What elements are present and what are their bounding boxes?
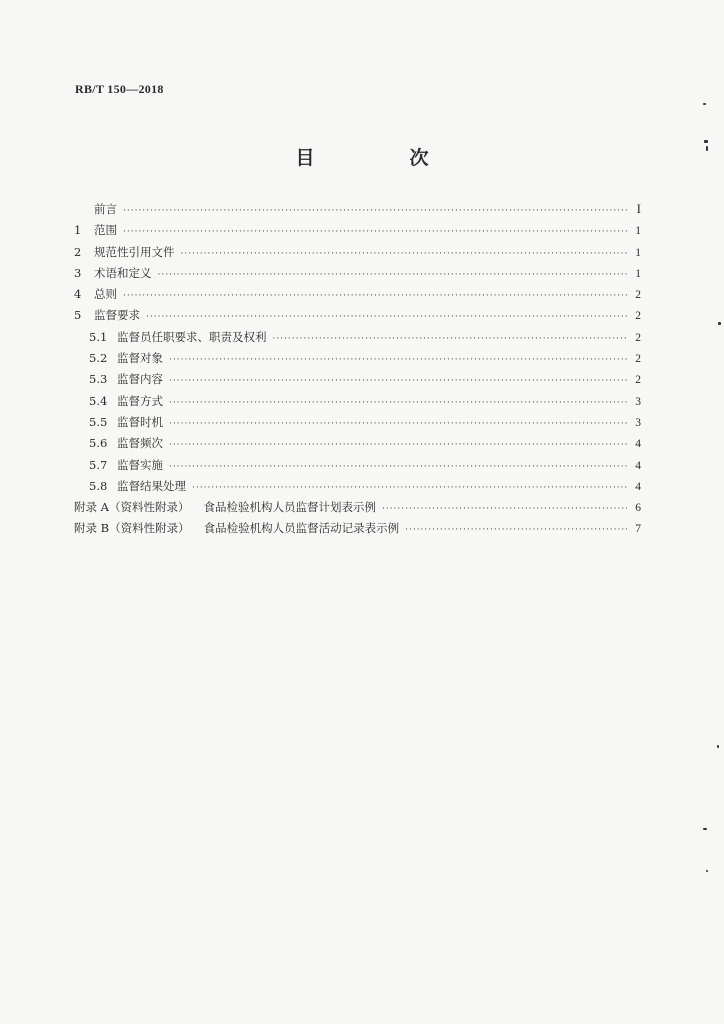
toc-entry <box>74 329 641 350</box>
toc-leader-dots <box>169 376 627 386</box>
toc-entry-title: 监督要求 <box>94 308 140 323</box>
toc-entry-page: 2 <box>635 374 641 387</box>
toc-leader-dots <box>158 270 628 280</box>
toc-entry <box>74 244 641 265</box>
scan-speck <box>706 146 708 151</box>
toc-entry <box>74 265 641 286</box>
toc-entry-number: 5 <box>74 308 82 323</box>
toc-leader-dots <box>123 291 627 301</box>
toc-entry-page: 7 <box>635 523 641 536</box>
toc-entry-page: 2 <box>635 289 641 302</box>
toc-entry <box>74 499 641 520</box>
table-of-contents <box>74 201 641 542</box>
toc-entry-title: 食品检验机构人员监督活动记录表示例 <box>203 521 400 536</box>
toc-entry <box>74 393 641 414</box>
toc-entry-title: 术语和定义 <box>94 265 152 280</box>
toc-leader-dots <box>382 504 627 514</box>
toc-entry <box>74 371 641 392</box>
toc-entry-page: 6 <box>635 502 641 515</box>
toc-entry-title: 范围 <box>94 223 117 238</box>
toc-entry-number: 附录 B（资料性附录） <box>74 521 190 536</box>
toc-entry-page: 4 <box>635 438 641 451</box>
toc-entry-number: 3 <box>74 265 82 280</box>
toc-entry <box>74 201 641 222</box>
toc-entry-number: 5.3 <box>89 372 108 387</box>
toc-leader-dots <box>169 462 627 472</box>
toc-entry-number: 附录 A（资料性附录） <box>74 500 190 515</box>
scan-speck <box>703 103 706 105</box>
toc-entry-page: 4 <box>635 480 641 493</box>
toc-entry-page: 3 <box>635 416 641 429</box>
toc-entry-number: 2 <box>74 244 82 259</box>
page-title: 目 次 <box>295 147 467 169</box>
toc-entry-page: I <box>636 201 641 216</box>
toc-entry-page: 4 <box>635 459 641 472</box>
toc-leader-dots <box>146 312 627 322</box>
toc-entry-page: 2 <box>635 353 641 366</box>
toc-entry-page: 1 <box>635 246 641 259</box>
toc-entry <box>74 435 641 456</box>
toc-leader-dots <box>123 227 627 237</box>
toc-entry <box>74 222 641 243</box>
scan-speck <box>706 870 708 872</box>
toc-entry-number: 5.2 <box>89 351 108 366</box>
toc-entry-number: 5.8 <box>89 478 108 493</box>
toc-entry-number: 4 <box>74 287 82 302</box>
scan-speck <box>703 828 707 830</box>
toc-entry <box>74 478 641 499</box>
toc-entry-title: 监督员任职要求、职责及权利 <box>117 329 267 344</box>
toc-entry-page: 1 <box>635 225 641 238</box>
scan-speck <box>704 140 708 143</box>
toc-entry-number: 5.7 <box>89 457 108 472</box>
toc-leader-dots <box>169 398 627 408</box>
toc-entry-number: 5.5 <box>89 414 108 429</box>
toc-entry <box>74 307 641 328</box>
toc-entry-number: 5.1 <box>89 329 108 344</box>
toc-leader-dots <box>169 355 627 365</box>
toc-entry-title: 监督对象 <box>117 351 163 366</box>
toc-leader-dots <box>169 440 627 450</box>
toc-entry-title: 前言 <box>94 202 117 216</box>
toc-entry-title: 食品检验机构人员监督计划表示例 <box>203 500 376 515</box>
toc-entry-title: 监督方式 <box>117 393 163 408</box>
toc-entry <box>74 414 641 435</box>
toc-entry-page: 2 <box>635 331 641 344</box>
toc-entry-title: 监督时机 <box>117 414 163 429</box>
toc-leader-dots <box>169 419 627 429</box>
toc-entry <box>74 520 641 541</box>
toc-leader-dots <box>123 206 627 216</box>
toc-entry-title: 总则 <box>94 287 117 302</box>
toc-entry <box>74 457 641 478</box>
toc-leader-dots <box>181 249 628 259</box>
toc-entry <box>74 350 641 371</box>
toc-entry <box>74 286 641 307</box>
toc-leader-dots <box>273 334 628 344</box>
toc-entry-number: 5.4 <box>89 393 108 408</box>
scan-speck <box>718 322 721 325</box>
toc-entry-page: 1 <box>635 267 641 280</box>
standard-code: RB/T 150—2018 <box>75 82 164 96</box>
toc-entry-title: 规范性引用文件 <box>94 244 175 259</box>
toc-entry-title: 监督频次 <box>117 436 163 451</box>
toc-entry-title: 监督实施 <box>117 457 163 472</box>
toc-entry-number: 5.6 <box>89 436 108 451</box>
toc-leader-dots <box>405 525 627 535</box>
scan-speck <box>717 745 719 748</box>
toc-leader-dots <box>192 483 627 493</box>
toc-entry-page: 2 <box>635 310 641 323</box>
toc-entry-page: 3 <box>635 395 641 408</box>
toc-entry-title: 监督内容 <box>117 372 163 387</box>
toc-entry-title: 监督结果处理 <box>117 478 186 493</box>
toc-entry-number: 1 <box>74 223 82 238</box>
